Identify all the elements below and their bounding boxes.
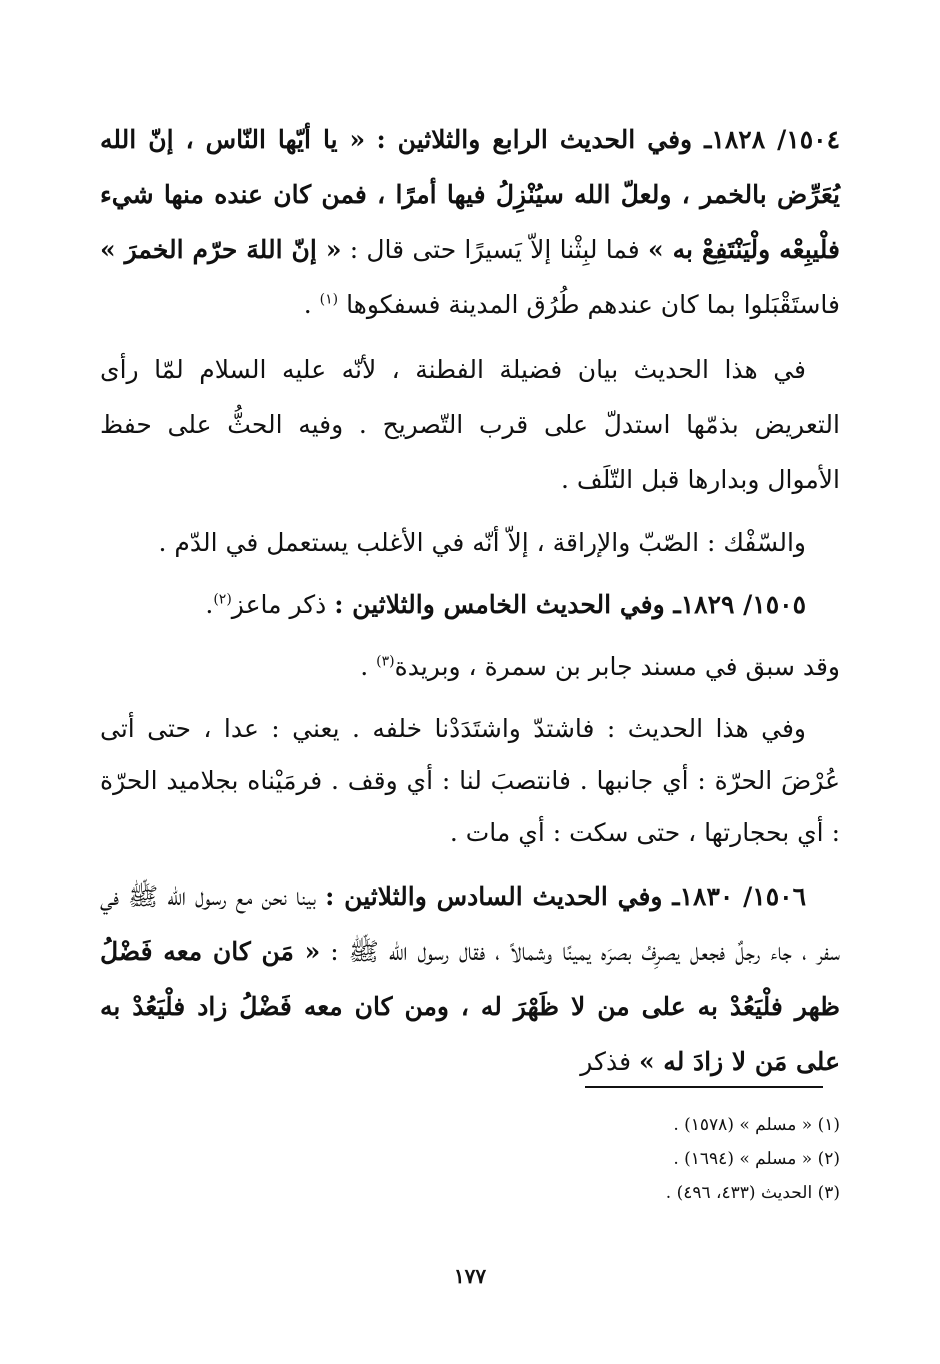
- hadith-quote: « يا أيّها النّاس ، إنّ الله يُعَرِّض بالخمر ، ولعلّ الله سيُنْزِلُ فيها أمرًا ، فمن كان عنده منها شيء فلْيبِعْه ولْيَنْتَفِعْ به »: [100, 125, 841, 264]
- hadith-number: ١٥٠٦/ ١٨٣٠: [679, 882, 806, 911]
- hadith-number: ١٥٠٤/ ١٨٢٨: [711, 125, 840, 154]
- footnotes: [400, 1108, 840, 1210]
- hadith-text: فاستَقْبَلوا بما كان عندهم طُرُق المدينة فسفكوها: [346, 290, 840, 319]
- footnote-item: (٢) « مسلم » (١٦٩٤) .: [673, 1149, 840, 1169]
- hadith-text: فما لبِثْنا إلاّ يَسيرًا حتى قال :: [341, 235, 648, 264]
- note-text: وقد سبق في مسند جابر بن سمرة ، وبريدة: [394, 652, 840, 681]
- hadith-quote: « مَن كان معه فَضْلُ ظهر فلْيَعُدْ به على من لا ظَهْرَ له ، ومن كان معه فَضْلُ زاد فلْيَعُدْ به على مَن لا زادَ له »: [100, 937, 840, 1076]
- end-dot: .: [205, 590, 214, 619]
- hadith-1504: [100, 112, 840, 332]
- page-body: [100, 112, 840, 1099]
- note-paragraph: [100, 641, 840, 693]
- commentary-paragraph: وفي هذا الحديث : فاشتدّ واشتَدَدْنا خلفه . يعني : عدا ، حتى أتى عُرْضَ الحرّة : أي جانبها . فانتصبَ لنا : أي وقف . فرمَيْناه بجلاميد الحرّة : أي بحجارتها ، حتى سكت : أي مات .: [100, 714, 840, 847]
- end-dot: .: [360, 652, 377, 681]
- hadith-text: ذكر ماعز: [231, 590, 335, 619]
- hadith-heading: ـ وفي الحديث الخامس والثلاثين :: [334, 590, 681, 619]
- footnote-item: (٣) الحديث (٤٣٣، ٤٩٦) .: [665, 1183, 840, 1203]
- commentary-paragraph: والسّفْك : الصّبّ والإراقة ، إلاّ أنّه في الأغلب يستعمل في الدّم .: [158, 528, 806, 557]
- hadith-text: بينا نحن مع رسول الله ﷺ في سفر ، جاء رجلٌ فجعل يصرِفُ بصرَه يمينًا وشمالاً ، فقال رسول الله ﷺ :: [100, 882, 840, 966]
- commentary-paragraph: في هذا الحديث بيان فضيلة الفطنة ، لأنّه عليه السلام لمّا رأى التعريض بذمّها استدلّ على قرب التّصريح . وفيه الحثُّ على حفظ الأموال وبدارها قبل التّلَف .: [100, 355, 840, 494]
- hadith-text: فذكر: [580, 1047, 639, 1076]
- end-dot: .: [303, 290, 320, 319]
- page-number: ١٧٧: [453, 1264, 487, 1288]
- footnote-ref: (٣): [376, 653, 395, 670]
- hadith-heading: ـ وفي الحديث السادس والثلاثين :: [325, 882, 680, 911]
- hadith-1506: [100, 869, 840, 1089]
- footnote-ref: (١): [319, 291, 339, 308]
- footnote-divider: [585, 1086, 823, 1088]
- hadith-heading: ـ وفي الحديث الرابع والثلاثين :: [376, 125, 712, 154]
- hadith-quote: « إنّ اللهَ حرّم الخمرَ »: [100, 235, 342, 264]
- hadith-number: ١٥٠٥/ ١٨٢٩: [680, 590, 806, 619]
- footnote-item: (١) « مسلم » (١٥٧٨) .: [673, 1115, 840, 1135]
- hadith-1505: [100, 579, 840, 631]
- footnote-ref: (٢): [213, 591, 232, 608]
